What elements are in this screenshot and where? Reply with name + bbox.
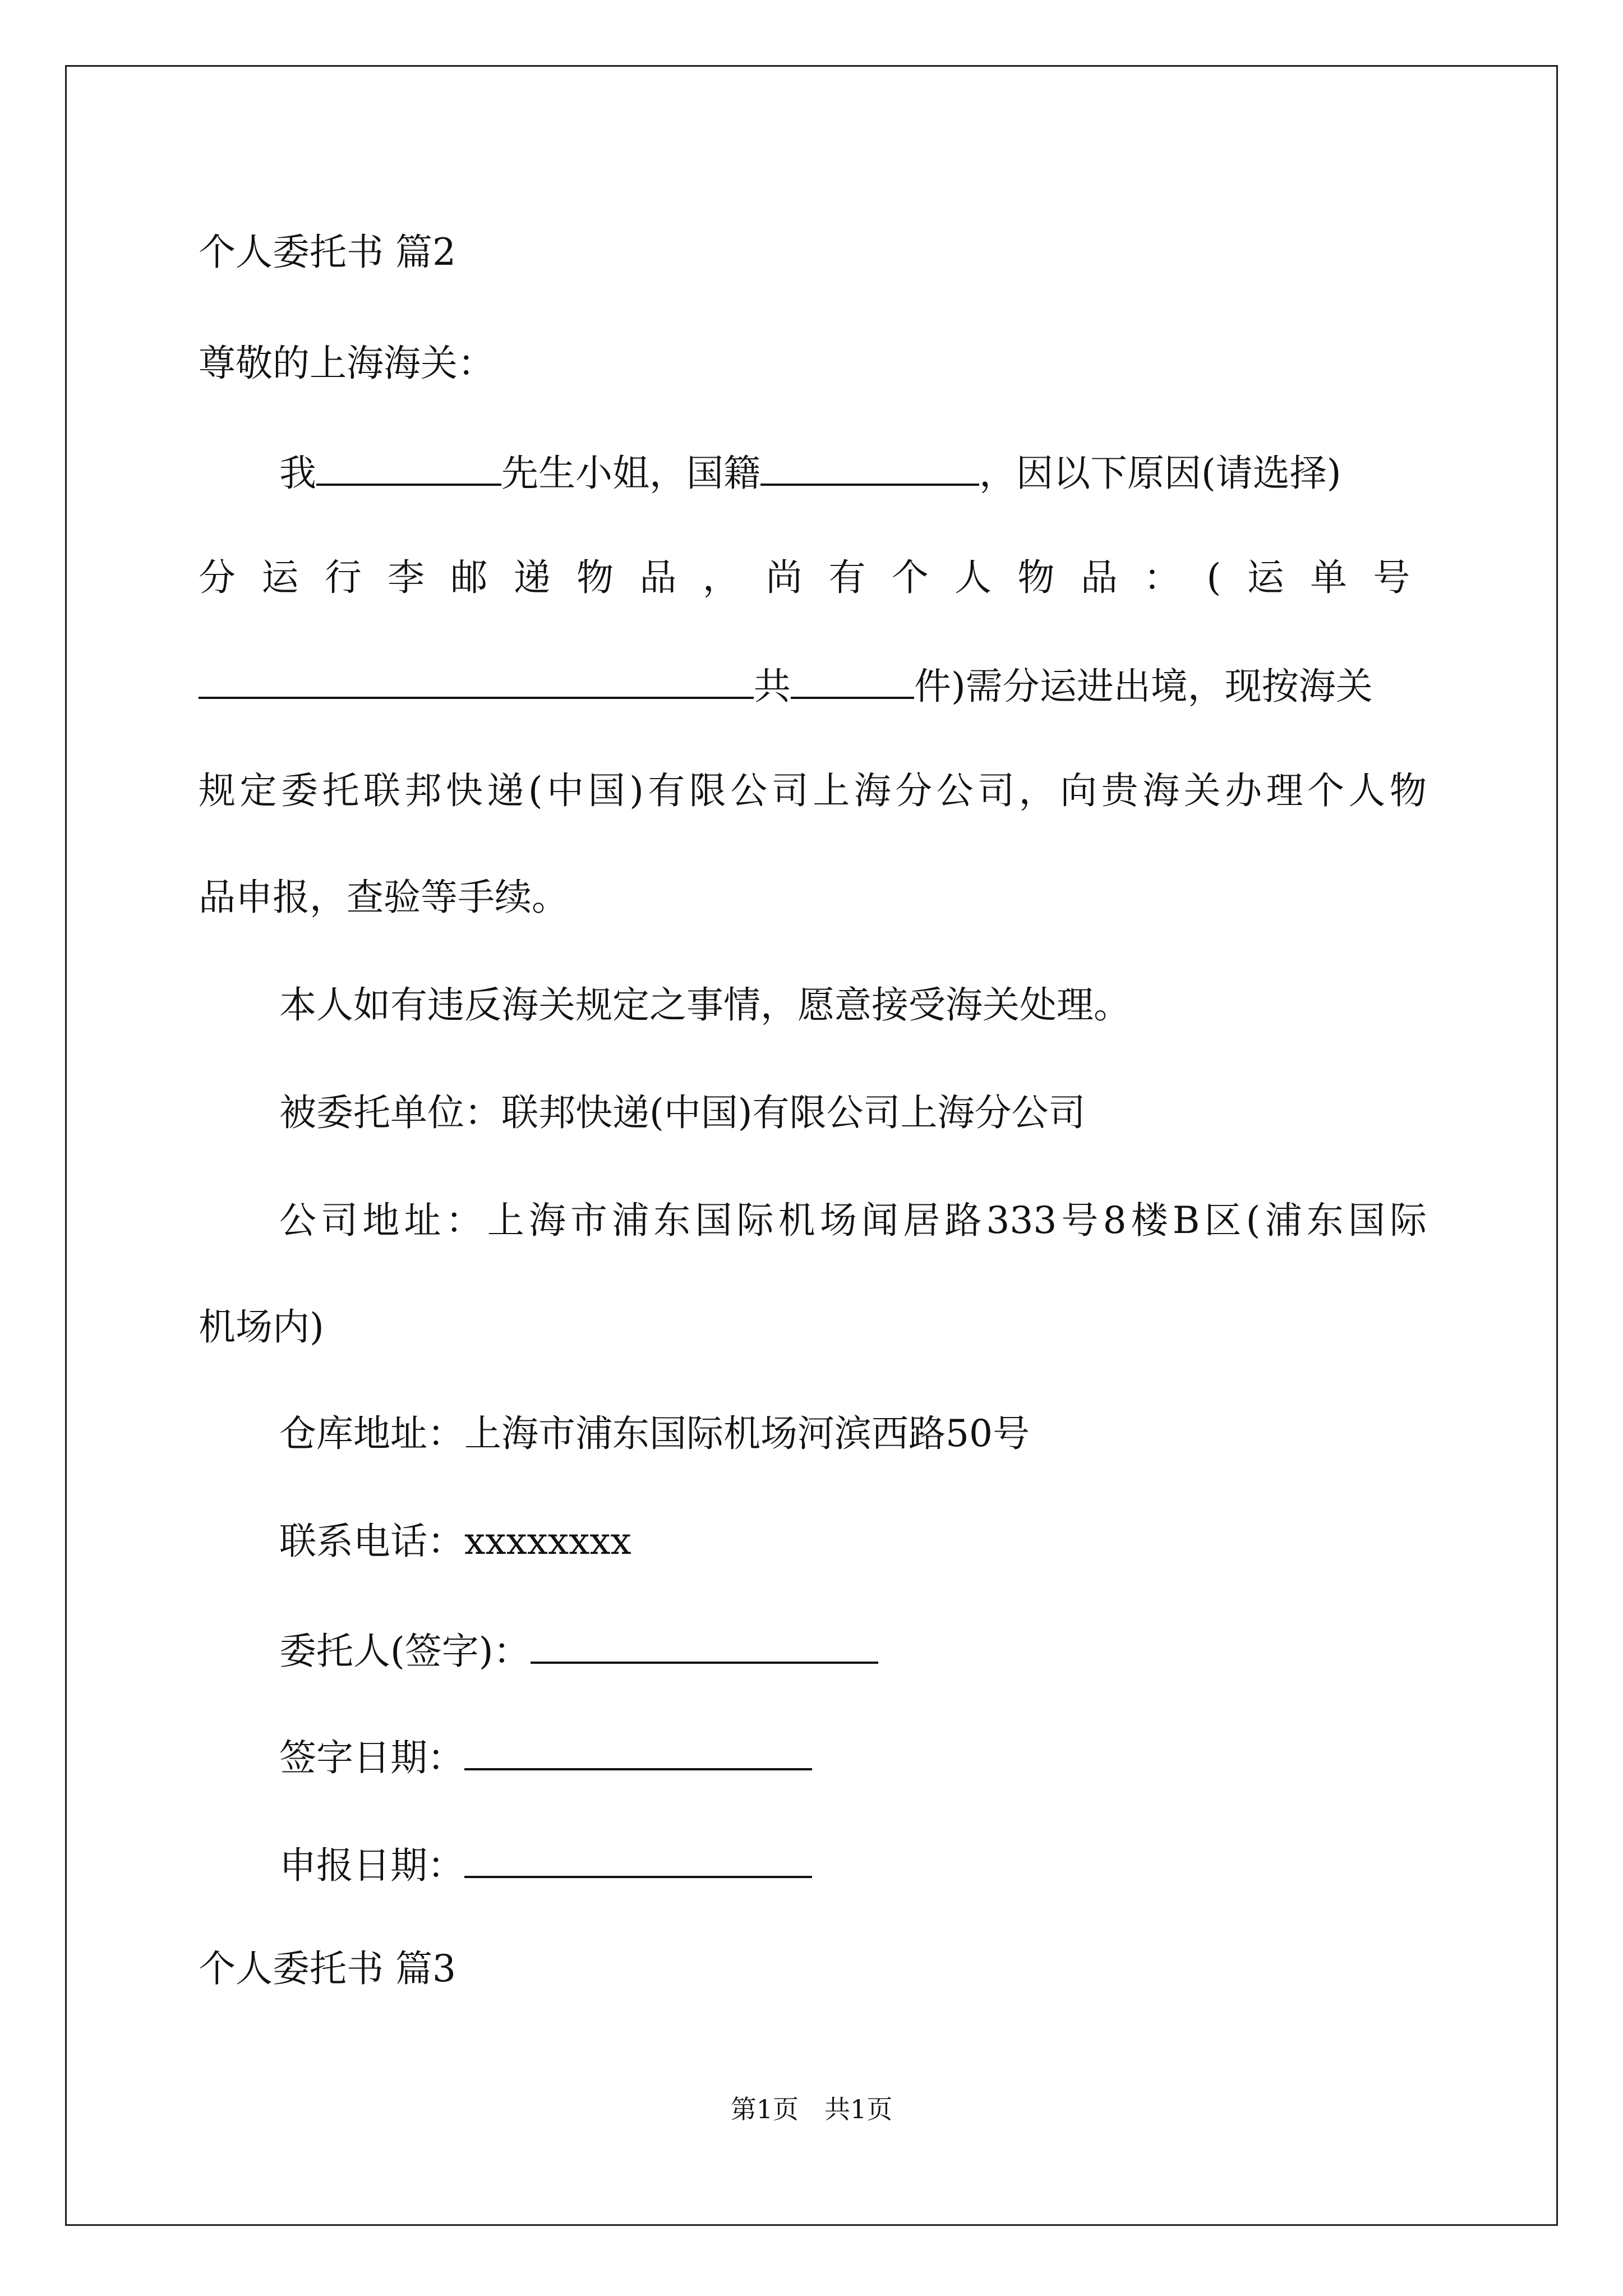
name-blank: [316, 449, 501, 486]
paragraph-1-line-3: [199, 662, 1427, 709]
paragraph-1-line-4: 规定委托联邦快递(中国)有限公司上海分公司，向贵海关办理个人物: [199, 769, 1427, 812]
paragraph-1-line-5: 品申报，查验等手续。: [199, 876, 569, 919]
report-date-blank: [464, 1841, 812, 1878]
page-footer: 第1页 共1页: [730, 2094, 893, 2124]
text-gender-nationality: 先生小姐，国籍: [501, 452, 760, 495]
waybill-blank: [199, 662, 754, 699]
page-border: [65, 65, 1558, 2226]
nationality-blank: [760, 449, 979, 486]
warehouse-address: 仓库地址：上海市浦东国际机场河滨西路50号: [279, 1412, 1030, 1455]
paragraph-2: 本人如有违反海关规定之事情，愿意接受海关处理。: [279, 983, 1131, 1027]
signer-label: 委托人(签字)：: [279, 1630, 531, 1673]
entrusted-unit: 被委托单位：联邦快递(中国)有限公司上海分公司: [279, 1091, 1086, 1134]
count-blank: [791, 662, 914, 699]
paragraph-1-line-1: [279, 449, 1427, 496]
signer-line: [279, 1627, 1427, 1674]
contact-phone: 联系电话：xxxxxxxx: [279, 1520, 631, 1563]
company-address-line-1: 公司地址：上海市浦东国际机场闻居路333号8楼B区(浦东国际: [279, 1199, 1427, 1242]
sign-date-label: 签字日期：: [279, 1736, 464, 1779]
text-total: 共: [754, 665, 791, 708]
paragraph-1-line-2: 分运行李邮递物品，尚有个人物品：(运单号: [199, 556, 1427, 599]
signer-blank: [531, 1627, 878, 1664]
section-heading-3: 个人委托书 篇3: [199, 1947, 456, 1990]
sign-date-blank: [464, 1733, 812, 1770]
report-date-label: 申报日期：: [279, 1844, 464, 1887]
salutation: 尊敬的上海海关：: [199, 342, 495, 385]
sign-date-line: [279, 1733, 1427, 1780]
text-reason: ，因以下原因(请选择): [979, 452, 1341, 495]
section-heading-2: 个人委托书 篇2: [199, 231, 456, 274]
company-address-line-2: 机场内): [199, 1305, 324, 1349]
text-pieces: 件)需分运进出境，现按海关: [914, 665, 1373, 708]
text-wo: 我: [279, 452, 316, 495]
report-date-line: [279, 1841, 1427, 1888]
